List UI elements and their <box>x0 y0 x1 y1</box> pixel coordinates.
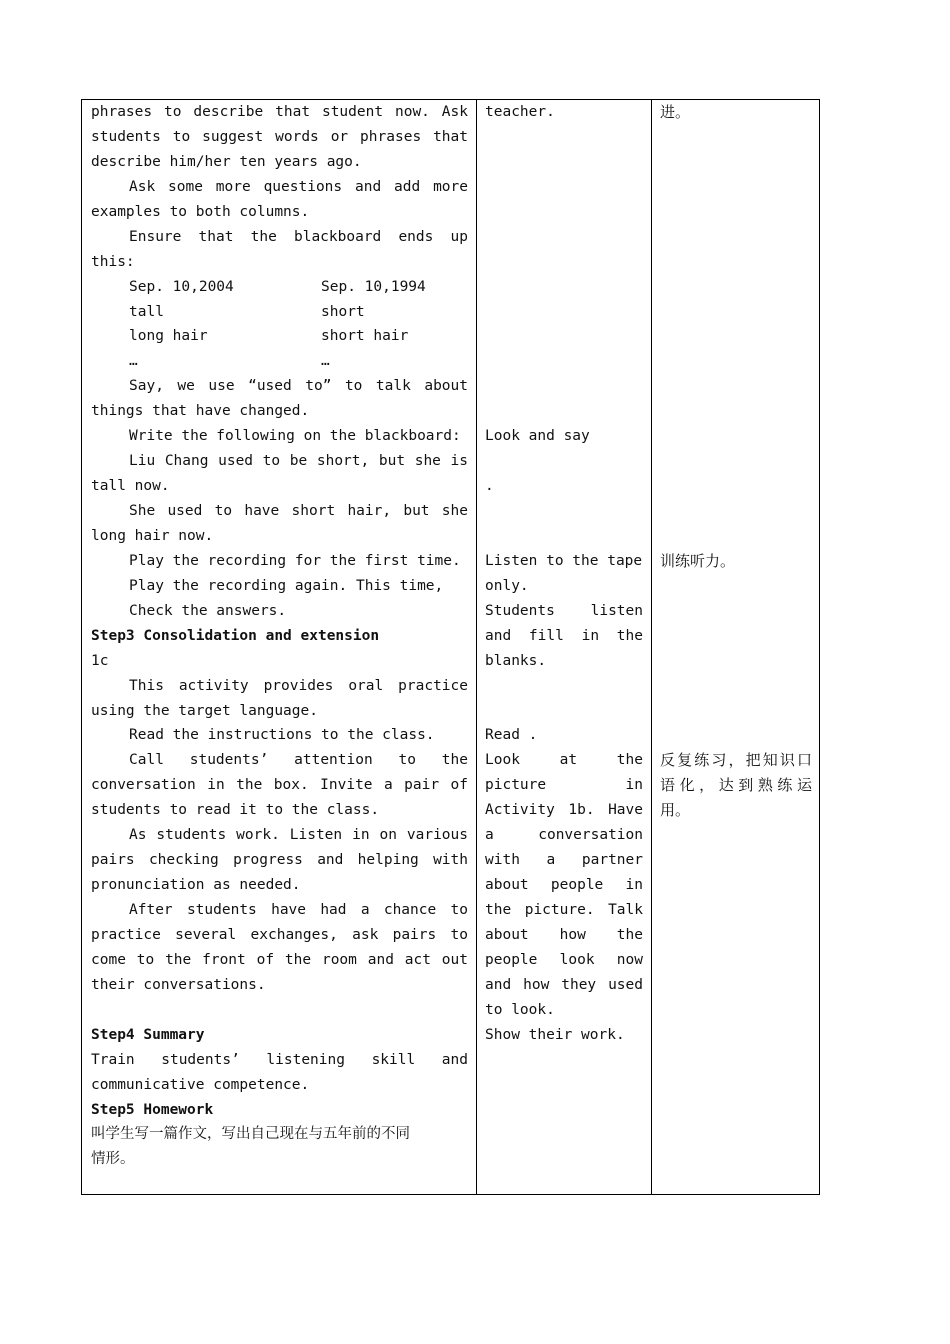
text-line: students to read it to the class. <box>91 802 380 819</box>
text-line: conversation in the box. Invite a pair of <box>91 777 468 794</box>
board-date-past: Sep. 10,1994 <box>321 278 426 295</box>
text-line: describe him/her ten years ago. <box>91 153 362 170</box>
text-line: pronunciation as needed. <box>91 877 301 894</box>
text-line: She used to have short hair, but she <box>129 503 468 519</box>
text-line: tall now. <box>91 478 170 495</box>
column-divider <box>651 100 652 1194</box>
text-line: Students listen <box>485 602 643 619</box>
text-line: 反复练习，把知识口 <box>660 751 812 770</box>
text-line: Show their work. <box>485 1026 625 1043</box>
text-line: practice several exchanges, ask pairs to <box>91 926 468 943</box>
text-line: Play the recording for the first time. <box>129 552 461 569</box>
board-cell: … <box>321 353 330 370</box>
step5-heading: Step5 Homework <box>91 1101 214 1118</box>
text-line: Liu Chang used to be short, but she is <box>129 453 468 470</box>
text-line: communicative competence. <box>91 1076 310 1093</box>
text-line: to look. <box>485 1001 555 1018</box>
text-line: students to suggest words or phrases that <box>91 128 468 145</box>
text-line: using the target language. <box>91 702 318 719</box>
text-line: only. <box>485 577 529 594</box>
text-line: This activity provides oral practice <box>129 677 468 694</box>
text-line: Ensure that the blackboard ends up <box>129 228 468 245</box>
board-cell: short <box>321 303 365 320</box>
text-line: people look now <box>485 951 643 968</box>
text-line: Ask some more questions and add more <box>129 178 468 195</box>
text-line: and how they used <box>485 976 643 993</box>
text-line: pairs checking progress and helping with <box>91 852 468 869</box>
student-activity-column <box>485 100 643 1048</box>
column-divider <box>476 100 477 1194</box>
text-line: 叫学生写一篇作文，写出自己现在与五年前的不同 <box>91 1126 410 1143</box>
step4-heading: Step4 Summary <box>91 1026 205 1043</box>
text-line: blanks. <box>485 652 547 669</box>
text-line: and fill in the <box>485 627 643 644</box>
board-cell: tall <box>129 303 164 320</box>
text-line: examples to both columns. <box>91 203 310 220</box>
text-line: this: <box>91 253 135 270</box>
text-line: Write the following on the blackboard: <box>129 428 461 445</box>
text-line: Say, we use “used to” to talk about <box>129 378 468 395</box>
board-row <box>91 300 468 325</box>
text-line: 用。 <box>660 801 691 820</box>
text-line: their conversations. <box>91 976 266 993</box>
text-line: Look at the <box>485 752 643 769</box>
text-line: teacher. <box>485 104 555 120</box>
text-line: Activity 1b. Have <box>485 802 643 819</box>
text-line: 训练听力。 <box>660 551 736 570</box>
board-cell: long hair <box>129 328 208 345</box>
text-line: with a partner <box>485 852 643 869</box>
text-line: a conversation <box>485 827 643 844</box>
text-line: . <box>485 478 494 495</box>
text-line: phrases to describe that student now. Ask <box>91 104 468 120</box>
purpose-column <box>660 100 812 823</box>
text-line: Call students’ attention to the <box>129 752 468 769</box>
text-line: long hair now. <box>91 527 214 544</box>
text-line: come to the front of the room and act out <box>91 951 468 968</box>
text-line: 情形。 <box>91 1151 135 1168</box>
text-line: Check the answers. <box>129 602 287 619</box>
text-line: After students have had a chance to <box>129 902 468 918</box>
text-line: about people in <box>485 877 643 894</box>
spacer <box>91 998 468 1023</box>
text-line: Train students’ listening skill and <box>91 1051 468 1068</box>
text-line: Read . <box>485 727 538 744</box>
lesson-plan-table <box>81 99 820 1195</box>
text-line: Play the recording again. This time, <box>129 577 444 594</box>
text-line: Listen to the tape <box>485 552 643 569</box>
text-line: 语化，达到熟练运 <box>660 776 812 795</box>
board-row <box>91 349 468 374</box>
board-cell: short hair <box>321 328 409 345</box>
text-line: things that have changed. <box>91 403 310 420</box>
text-line: picture in <box>485 777 643 794</box>
text-line: Look and say <box>485 428 590 445</box>
text-line: As students work. Listen in on various <box>129 827 468 844</box>
board-row <box>91 324 468 349</box>
text-line: Read the instructions to the class. <box>129 727 435 744</box>
board-header-row <box>91 275 468 300</box>
step3-heading: Step3 Consolidation and extension <box>91 627 380 644</box>
teacher-activity-column <box>91 100 468 1172</box>
board-date-now: Sep. 10,2004 <box>129 278 234 295</box>
text-line: the picture. Talk <box>485 902 643 918</box>
text-line: 1c <box>91 652 109 669</box>
board-cell: … <box>129 353 138 370</box>
text-line: about how the <box>485 926 643 943</box>
text-line: 进。 <box>660 103 691 121</box>
